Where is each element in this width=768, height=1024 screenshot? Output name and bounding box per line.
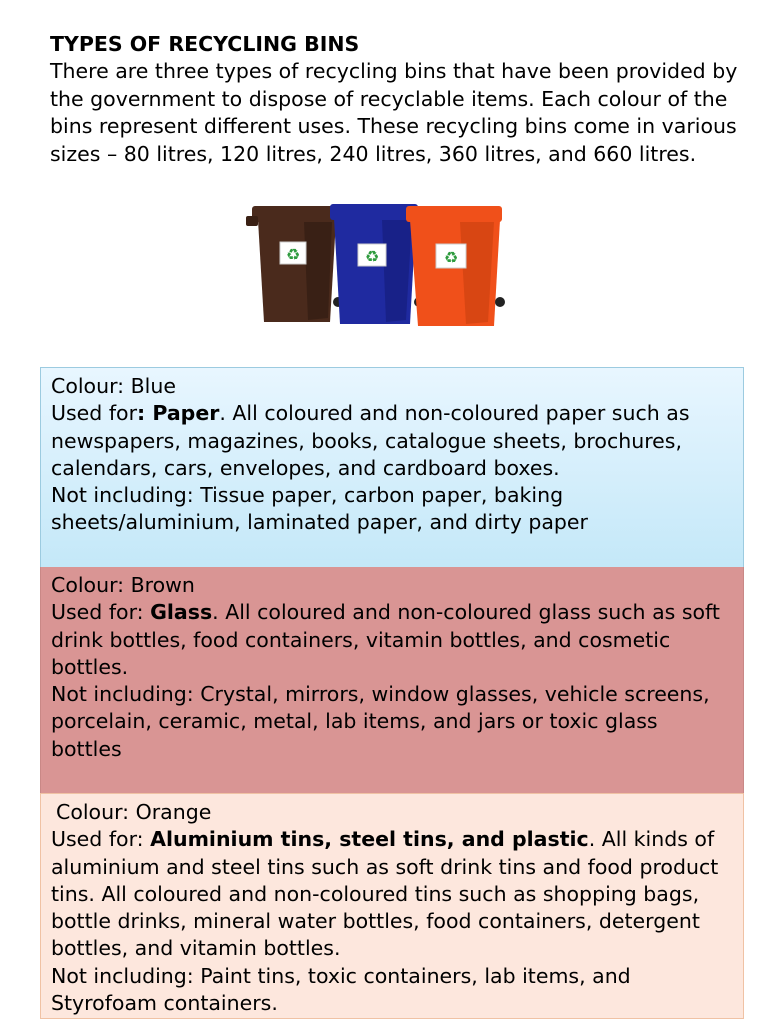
used-for-item: : Paper	[137, 401, 220, 426]
colour-line: Colour: Brown	[51, 573, 195, 597]
used-for-item: Aluminium tins, steel tins, and plastic	[150, 827, 589, 852]
not-including-text: Not including: Tissue paper, carbon paper, baking sheets/aluminium, laminated paper, and dirty paper	[51, 483, 588, 535]
used-for-item: Glass	[150, 600, 213, 625]
intro-paragraph: There are three types of recycling bins that have been provided by the government to dispose of recyclable items. Each colour of the bins represent different uses. These recycling bins come in various sizes – 80 litres, 120 litres, 240 litres, 360 litres, and 660 litres.	[50, 59, 738, 166]
used-for-description: . All kinds of aluminium and steel tins such as soft drink tins and food product tins. All coloured and non-coloured tins such as shopping bags, bottle drinks, mineral water bottles, food containers, detergent bottles, and vitamin bottles.	[51, 827, 719, 961]
recycling-bins-image	[244, 198, 508, 330]
used-for-prefix: Used for:	[51, 827, 151, 852]
page-title: TYPES OF RECYCLING BINS	[50, 32, 360, 56]
used-for-description: . All coloured and non-coloured paper such as newspapers, magazines, books, catalogue sheets, brochures, calendars, cars, envelopes, and cardboard boxes.	[51, 401, 690, 480]
colour-line: Colour: Orange	[56, 800, 212, 824]
used-for-text	[51, 400, 733, 482]
orange-bin-panel	[40, 793, 744, 1019]
used-for-prefix: Used for	[51, 401, 138, 426]
recycling-symbol-icon: ♻	[285, 245, 301, 264]
used-for-description: . All coloured and non-coloured glass such as soft drink bottles, food containers, vitamin bottles, and cosmetic bottles.	[51, 600, 720, 679]
orange-bin	[406, 206, 505, 326]
recycling-symbol-icon: ♻	[443, 248, 459, 267]
not-including-text: Not including: Crystal, mirrors, window glasses, vehicle screens, porcelain, ceramic, metal, lab items, and jars or toxic glass bottles	[51, 682, 710, 761]
used-for-prefix: Used for:	[51, 600, 151, 625]
brown-bin-panel	[40, 567, 744, 793]
used-for-text	[51, 826, 733, 962]
intro-section	[50, 30, 750, 168]
blue-bin-panel	[40, 367, 744, 568]
used-for-text	[51, 599, 733, 681]
brown-bin	[246, 206, 343, 322]
recycling-symbol-icon: ♻	[364, 247, 380, 266]
not-including-text: Not including: Paint tins, toxic containers, lab items, and Styrofoam containers.	[51, 963, 631, 1016]
colour-line: Colour: Blue	[51, 374, 176, 398]
